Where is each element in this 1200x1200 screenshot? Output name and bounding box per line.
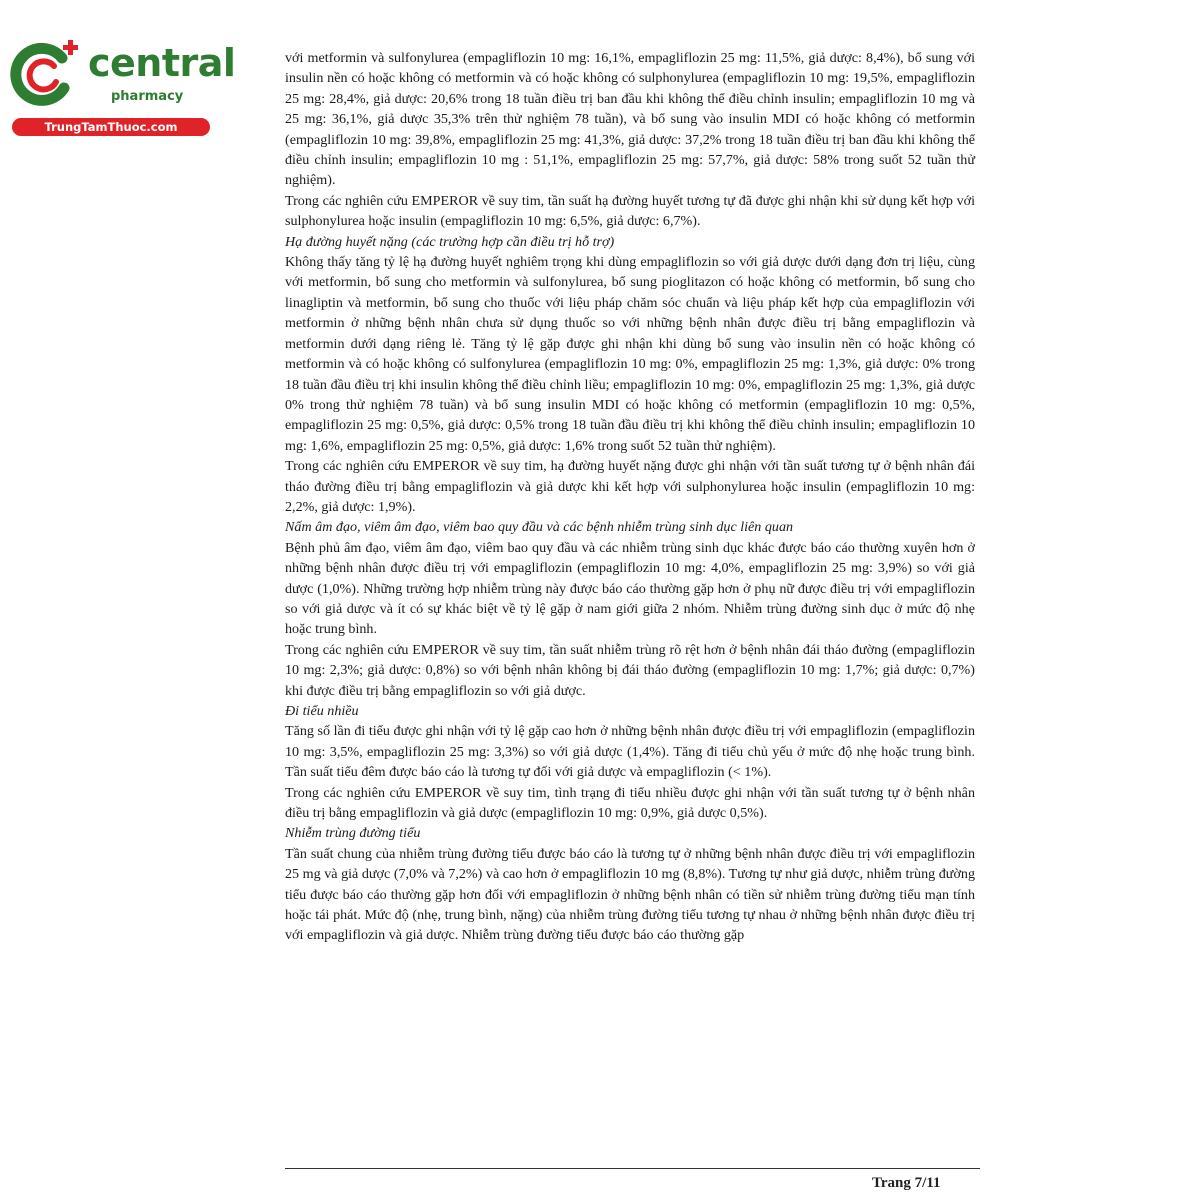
section-heading: Nấm âm đạo, viêm âm đạo, viêm bao quy đầu và các bệnh nhiễm trùng sinh dục liên quan	[285, 519, 794, 536]
paragraph: Trong các nghiên cứu EMPEROR về suy tim, tình trạng đi tiểu nhiều được ghi nhận với tần suất tương tự ở bệnh nhân điều trị bằng empagliflozin và giả dược (empagliflozin 10 mg: 0,9%, giả dược 0,5%).	[285, 784, 975, 822]
section-heading: Đi tiểu nhiều	[285, 703, 359, 719]
site-banner: TrungTamThuoc.com	[12, 118, 210, 136]
brand-logo	[10, 38, 236, 138]
document-body	[285, 48, 975, 946]
section-heading: Nhiễm trùng đường tiểu	[285, 825, 421, 842]
paragraph: Trong các nghiên cứu EMPEROR về suy tim, hạ đường huyết nặng được ghi nhận với tần suất tương tự ở bệnh nhân đái tháo đường điều trị bằng empagliflozin và giả dược khi kết hợp với sulphonylurea hoặc insulin (empagliflozin 10 mg: 2,2%, giả dược: 1,9%).	[285, 458, 975, 515]
paragraph: Tần suất chung của nhiễm trùng đường tiểu được báo cáo là tương tự ở những bệnh nhân được điều trị với empagliflozin 25 mg và giả dược (7,0% và 7,2%) và cao hơn ở empagliflozin 10 mg (8,8%). Tương tự như giả dược, nhiễm trùng đường tiểu được báo cáo thường gặp hơn đối với empagliflozin ở những bệnh nhân có tiền sử nhiễm trùng đường tiểu mạn tính hoặc tái phát. Mức độ (nhẹ, trung bình, nặng) của nhiễm trùng đường tiểu tương tự nhau ở những bệnh nhân được điều trị với empagliflozin và giả dược. Nhiễm trùng đường tiểu được báo cáo thường gặp	[285, 845, 975, 944]
section-heading: Hạ đường huyết nặng (các trường hợp cần điều trị hỗ trợ)	[285, 233, 615, 250]
paragraph: với metformin và sulfonylurea (empagliflozin 10 mg: 16,1%, empagliflozin 25 mg: 11,5%, giả dược: 8,4%), bổ sung với insulin nền có hoặc không có metformin và có hoặc không có sulphonylurea (empagliflozin 10 mg: 19,5%, empagliflozin 25 mg: 28,4%, giả dược: 20,6% trong 18 tuần điều trị ban đầu khi không thể điều chỉnh insulin; empagliflozin 10 mg và 25 mg: 36,1%, giả dược 35,3% trên thử nghiệm 78 tuần), và bổ sung vào insulin MDI có hoặc không có metformin (empagliflozin 10 mg: 39,8%, empagliflozin 25 mg: 41,3%, giả dược: 37,2% trong 18 tuần điều trị ban đầu khi không thể điều chỉnh insulin; empagliflozin 10 mg : 51,1%, empagliflozin 25 mg: 57,7%, giả dược: 58% trong suốt 52 tuần thử nghiệm).	[285, 50, 975, 189]
paragraph: Trong các nghiên cứu EMPEROR về suy tim, tần suất hạ đường huyết tương tự đã được ghi nhận khi sử dụng kết hợp với sulphonylurea hoặc insulin (empagliflozin 10 mg: 6,5%, giả dược: 6,7%).	[285, 192, 975, 230]
paragraph: Bệnh phủ âm đạo, viêm âm đạo, viêm bao quy đầu và các nhiễm trùng sinh dục khác được báo cáo thường xuyên hơn ở những bệnh nhân được điều trị với empagliflozin (empagliflozin 10 mg: 4,0%, empagliflozin 25 mg: 3,9%) so với giả dược (1,0%). Những trường hợp nhiễm trùng này được báo cáo thường gặp hơn ở phụ nữ được điều trị với empagliflozin so với giả dược và ít có sự khác biệt về tỷ lệ gặp ở nam giới giữa 2 nhóm. Nhiễm trùng đường sinh dục ở mức độ nhẹ hoặc trung bình.	[285, 539, 975, 638]
brand-subtitle: pharmacy	[111, 89, 184, 104]
paragraph: Trong các nghiên cứu EMPEROR về suy tim, tần suất nhiễm trùng rõ rệt hơn ở bệnh nhân đái tháo đường (empagliflozin 10 mg: 2,3%; giả dược: 0,8%) so với bệnh nhân không bị đái tháo đường (empagliflozin 10 mg: 1,7%; giả dược: 0,7%) khi được điều trị bằng empagliflozin so với giả dược.	[285, 641, 975, 699]
paragraph: Tăng số lần đi tiểu được ghi nhận với tỷ lệ gặp cao hơn ở những bệnh nhân được điều trị với empagliflozin (empagliflozin 10 mg: 3,5%, empagliflozin 25 mg: 3,3%) so với giả dược (1,4%). Tăng đi tiểu chủ yếu ở mức độ nhẹ hoặc trung bình. Tần suất tiểu đêm được báo cáo là tương tự đối với giả dược và empagliflozin (< 1%).	[285, 723, 975, 781]
central-pharmacy-logo-icon	[10, 38, 82, 110]
paragraph: Không thấy tăng tỷ lệ hạ đường huyết nghiêm trọng khi dùng empagliflozin so với giả dược dưới dạng đơn trị liệu, cùng với metformin, bổ sung cho metformin và sulfonylurea, bổ sung pioglitazon có hoặc không có metformin, bổ sung cho linagliptin và metformin, bổ sung cho thuốc với liệu pháp chăm sóc chuẩn và liệu pháp kết hợp của empagliflozin với metformin ở những bệnh nhân chưa sử dụng thuốc so với những bệnh nhân được điều trị bằng empagliflozin và metformin dưới dạng riêng lẻ. Tăng tỷ lệ gặp được ghi nhận khi dùng bổ sung vào insulin nền có hoặc không có metformin và có hoặc không có sulfonylurea (empagliflozin 10 mg: 0%, empagliflozin 25 mg: 1,3%, giả dược: 0% trong 18 tuần đầu điều trị khi insulin không thể điều chỉnh liều; empagliflozin 10 mg: 0%, empagliflozin 25 mg: 1,3%, giả dược 0% trong thử nghiệm 78 tuần) và bổ sung insulin MDI có hoặc không có metformin (empagliflozin 10 mg: 0,5%, empagliflozin 25 mg: 0,5%, giả dược: 0,5% trong 18 tuần đầu điều trị khi không thể điều chỉnh insulin; empagliflozin 10 mg: 1,6%, empagliflozin 25 mg: 0,5%, giả dược: 1,6% trong suốt 52 tuần thử nghiệm).	[285, 254, 975, 454]
brand-name: central	[88, 41, 236, 85]
page-number: Trang 7/11	[872, 1175, 941, 1191]
footer-divider	[285, 1168, 980, 1169]
